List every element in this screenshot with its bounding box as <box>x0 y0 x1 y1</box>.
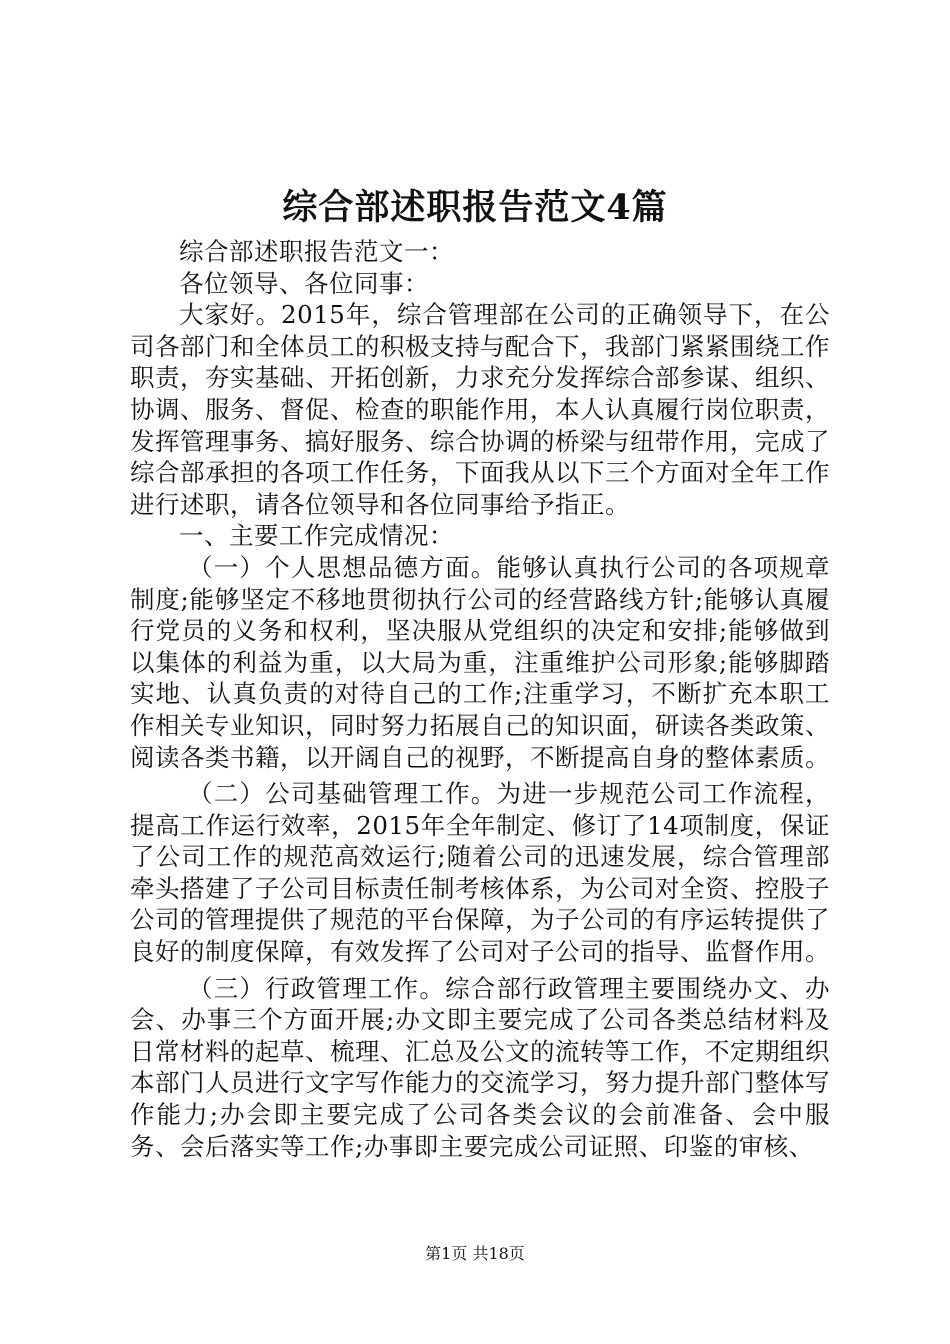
paragraph-salutation: 各位领导、各位同事： <box>179 268 429 298</box>
paragraph-intro: 大家好。2015年，综合管理部在公司的正确领导下，在公司各部门和全体员工的积极支持与配合下，我部门紧紧围绕工作职责，夯实基础、开拓创新，力求充分发挥综合部参谋、组织、协调、服务、督促、检查的职能作用，本人认真履行岗位职责，发挥管理事务、搞好服务、综合协调的桥梁与纽带作用，完成了综合部承担的各项工作任务，下面我从以下三个方面对全年工作进行述职，请各位领导和各位同事给予指正。 <box>130 300 830 519</box>
page-footer: 第1页 共18页 <box>425 1244 525 1263</box>
document-body <box>130 236 830 1162</box>
paragraph-section-one: 一、主要工作完成情况： <box>179 521 454 551</box>
paragraph-heading: 综合部述职报告范文一： <box>179 237 454 266</box>
paragraph-item-one: （一）个人思想品德方面。能够认真执行公司的各项规章制度;能够坚定不移地贯彻执行公司的经营路线方针;能够认真履行党员的义务和权利，坚决服从党组织的决定和安排;能够做到以集体的利益为重，以大局为重，注重维护公司形象;能够脚踏实地、认真负责的对待自己的工作;注重学习，不断扩充本职工作相关专业知识，同时努力拓展自己的知识面，研读各类政策、阅读各类书籍，以开阔自己的视野，不断提高自身的整体素质。 <box>130 552 830 772</box>
document-title: 综合部述职报告范文4篇 <box>282 187 668 228</box>
paragraph-item-three: （三）行政管理工作。综合部行政管理主要围绕办文、办会、办事三个方面开展;办文即主要完成了公司各类总结材料及日常材料的起草、梳理、汇总及公文的流转等工作，不定期组织本部门人员进行文字写作能力的交流学习，努力提升部门整体写作能力;办会即主要完成了公司各类会议的会前准备、会中服务、会后落实等工作;办事即主要完成公司证照、印鉴的审核、 <box>130 973 830 1161</box>
paragraph-item-two: （二）公司基础管理工作。为进一步规范公司工作流程，提高工作运行效率，2015年全年制定、修订了14项制度，保证了公司工作的规范高效运行;随着公司的迅速发展，综合管理部牵头搭建了子公司目标责任制考核体系，为公司对全资、控股子公司的管理提供了规范的平台保障，为子公司的有序运转提供了良好的制度保障，有效发挥了公司对子公司的指导、监督作用。 <box>130 779 830 967</box>
